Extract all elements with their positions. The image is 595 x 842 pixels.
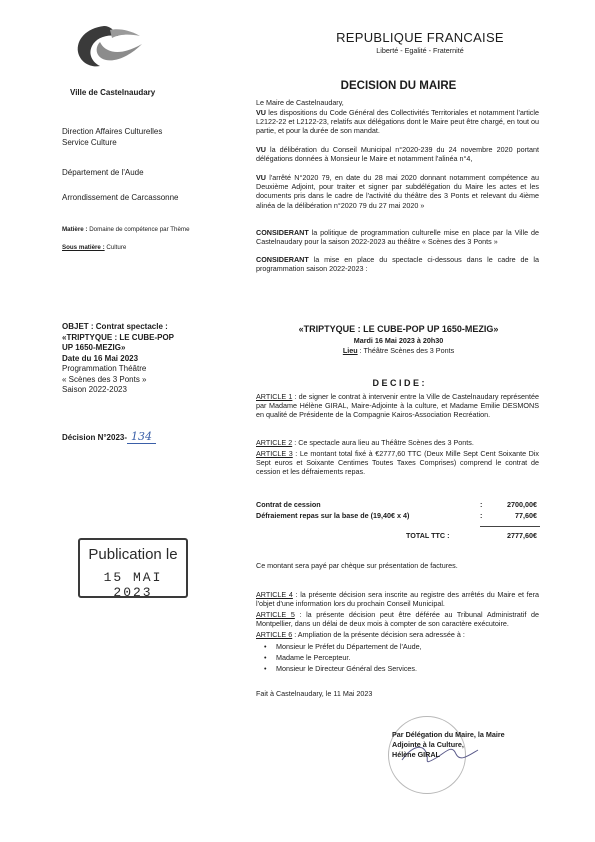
city-name: Ville de Castelnaudary bbox=[70, 88, 156, 97]
signature-block bbox=[392, 730, 542, 760]
recipient: • Madame le Percepteur. bbox=[262, 653, 537, 662]
show-title: «TRIPTYQUE : LE CUBE-POP UP 1650-MEZIG» bbox=[298, 324, 499, 334]
article-5 bbox=[256, 610, 539, 628]
publication-stamp-title: Publication le bbox=[88, 546, 178, 563]
vu-keyword: VU bbox=[256, 173, 266, 182]
article-text: : Ce spectacle aura lieu au Théâtre Scènes des 3 Ponts. bbox=[292, 438, 474, 447]
objet-programme-line: Programmation Théâtre bbox=[62, 364, 147, 373]
matiere-label: Matière : bbox=[62, 226, 88, 233]
department-name: Département de l'Aude bbox=[62, 168, 144, 177]
sous-matiere bbox=[62, 244, 232, 252]
cost-label: Contrat de cession bbox=[256, 500, 321, 509]
article-6 bbox=[256, 630, 539, 639]
costs-table bbox=[256, 500, 541, 542]
sous-matiere-value: Culture bbox=[106, 244, 127, 251]
vu-3 bbox=[256, 173, 539, 210]
considerant-keyword: CONSIDERANT bbox=[256, 255, 309, 264]
article-label: ARTICLE 6 bbox=[256, 630, 293, 639]
considerant-text: la politique de programmation culturelle mise en place par la Ville de Castelnaudary pour la saison 2022-2023 au théâtre « Scènes des 3 Ponts » bbox=[256, 228, 539, 247]
decision-number-handwritten: 134 bbox=[127, 430, 156, 444]
article-text: : Ampliation de la présente décision sera adressée à : bbox=[292, 630, 465, 639]
matiere-value: Domaine de compétence par Thème bbox=[89, 226, 190, 233]
objet-line: «TRIPTYQUE : LE CUBE-POP bbox=[62, 332, 175, 342]
service-name: Service Culture bbox=[62, 138, 117, 147]
article-text: : Le montant total fixé à €2777,60 TTC (Deux Mille Sept Cent Soixante Dix Sept euros et Soixante Centimes Toutes Taxes Comprises) comprend le contrat de cession et les défraiements repas. bbox=[256, 449, 540, 477]
objet-programme-line: Saison 2022-2023 bbox=[62, 385, 127, 394]
recipient: • Monsieur le Préfet du Département de l'Aude, bbox=[262, 642, 537, 651]
vu-1 bbox=[256, 108, 539, 136]
article-4 bbox=[256, 590, 539, 608]
done-at: Fait à Castelnaudary, le 11 Mai 2023 bbox=[256, 689, 373, 698]
cost-separator: : bbox=[480, 500, 483, 509]
vu-text: la délibération du Conseil Municipal n°2020-239 du 24 novembre 2020 portant délégations données à Monsieur le Maire et notamment l'alinéa n°4, bbox=[256, 145, 539, 164]
recipient: • Monsieur le Directeur Général des Services. bbox=[262, 664, 537, 673]
republic-motto: Liberté - Egalité - Fraternité bbox=[376, 46, 464, 55]
venue-label: Lieu bbox=[342, 346, 358, 355]
considerant-keyword: CONSIDERANT bbox=[256, 228, 309, 237]
cost-row bbox=[256, 511, 541, 522]
venue-value: : Théâtre Scènes des 3 Ponts bbox=[357, 346, 455, 355]
considerant-1 bbox=[256, 228, 539, 246]
objet-line: Date du 16 Mai 2023 bbox=[62, 353, 139, 363]
article-label: ARTICLE 1 bbox=[256, 392, 293, 401]
show-date: Mardi 16 Mai 2023 à 20h30 bbox=[353, 336, 444, 345]
decision-number bbox=[62, 432, 232, 443]
objet-programme bbox=[62, 364, 232, 396]
payment-note: Ce montant sera payé par chèque sur présentation de factures. bbox=[256, 561, 458, 570]
article-label: ARTICLE 3 bbox=[256, 449, 293, 458]
vu-text: les dispositions du Code Général des Collectivités Territoriales et notamment l'article L2122-22 et L2122-23, relatifs aux délégations dont le Maire peut être chargé, en tout ou partie, et pour la durée de son mandat. bbox=[256, 108, 539, 136]
considerant-2 bbox=[256, 255, 539, 273]
publication-stamp bbox=[78, 538, 188, 598]
article-1 bbox=[256, 392, 539, 420]
article-label: ARTICLE 5 bbox=[256, 610, 295, 619]
publication-stamp-date: 15 MAI 2023 bbox=[103, 570, 163, 600]
signature-line: Adjointe à la Culture, bbox=[392, 740, 464, 749]
objet-line: OBJET : Contrat spectacle : bbox=[62, 322, 168, 331]
vu-text: l'arrêté N°2020 79, en date du 28 mai 2020 donnant notamment compétence au Deuxième Adjoint, pour traiter et signer par subdélégation du Maire les actes et les documents pris dans le cadre de l'activité du théâtre des 3 Ponts et relevant du 4ième alinéa de la délibération n°2020 79 du 27 mai 2020 » bbox=[256, 173, 539, 210]
signature-line: Par Délégation du Maire, la Maire bbox=[392, 730, 505, 739]
cost-separator: : bbox=[480, 511, 483, 520]
matiere bbox=[62, 226, 222, 234]
article-label: ARTICLE 4 bbox=[256, 590, 293, 599]
decision-number-label: Décision N°2023- bbox=[62, 433, 128, 442]
total-rule bbox=[480, 526, 540, 527]
signature-line: Hélène GIRAL bbox=[392, 750, 440, 759]
article-3 bbox=[256, 449, 539, 477]
cost-label: Défraiement repas sur la base de (19,40€ x 4) bbox=[256, 511, 410, 520]
article-2 bbox=[256, 438, 539, 447]
vu-keyword: VU bbox=[256, 145, 266, 154]
republic-title: REPUBLIQUE FRANCAISE bbox=[336, 30, 504, 45]
cost-total-row bbox=[256, 531, 541, 542]
show-venue bbox=[256, 346, 541, 355]
direction-name: Direction Affaires Culturelles bbox=[62, 127, 163, 136]
considerant-text: la mise en place du spectacle ci-dessous dans le cadre de la programmation saison 2022-2023 : bbox=[256, 255, 539, 274]
vu-keyword: VU bbox=[256, 108, 266, 117]
article-text: : la présente décision peut être déférée au Tribunal Administratif de Montpellier, dans un délai de deux mois à compter de son caractère exécutoire. bbox=[256, 610, 540, 629]
article-text: : de signer le contrat à intervenir entre la Ville de Castelnaudary représentée par Madame Hélène GIRAL, Maire-Adjointe à la culture, et Madame Emilie DESMONS en qualité de Présidente de la Compagnie Kairos-Association Recréation. bbox=[256, 392, 539, 420]
city-logo bbox=[70, 20, 148, 82]
vu-2 bbox=[256, 145, 539, 163]
total-label: TOTAL TTC : bbox=[406, 531, 450, 540]
objet-block bbox=[62, 322, 232, 364]
cost-value: 2700,00€ bbox=[507, 500, 537, 509]
total-value: 2777,60€ bbox=[507, 531, 537, 540]
decision-title: DECISION DU MAIRE bbox=[340, 80, 457, 92]
arrondissement-name: Arrondissement de Carcassonne bbox=[62, 193, 179, 202]
article-label: ARTICLE 2 bbox=[256, 438, 293, 447]
recipients-list bbox=[262, 642, 537, 674]
intro: Le Maire de Castelnaudary, bbox=[256, 98, 344, 107]
cost-row bbox=[256, 500, 541, 511]
cost-value: 77,60€ bbox=[515, 511, 537, 520]
article-text: : la présente décision sera inscrite au registre des arrêtés du Maire et fera l'objet d'une information lors du prochain Conseil Municipal. bbox=[256, 590, 540, 609]
objet-line: UP 1650-MEZIG» bbox=[62, 343, 126, 352]
sous-matiere-label: Sous matière : bbox=[62, 244, 105, 251]
objet-programme-line: « Scènes des 3 Ponts » bbox=[62, 374, 147, 384]
decide-heading: D E C I D E : bbox=[372, 378, 425, 388]
